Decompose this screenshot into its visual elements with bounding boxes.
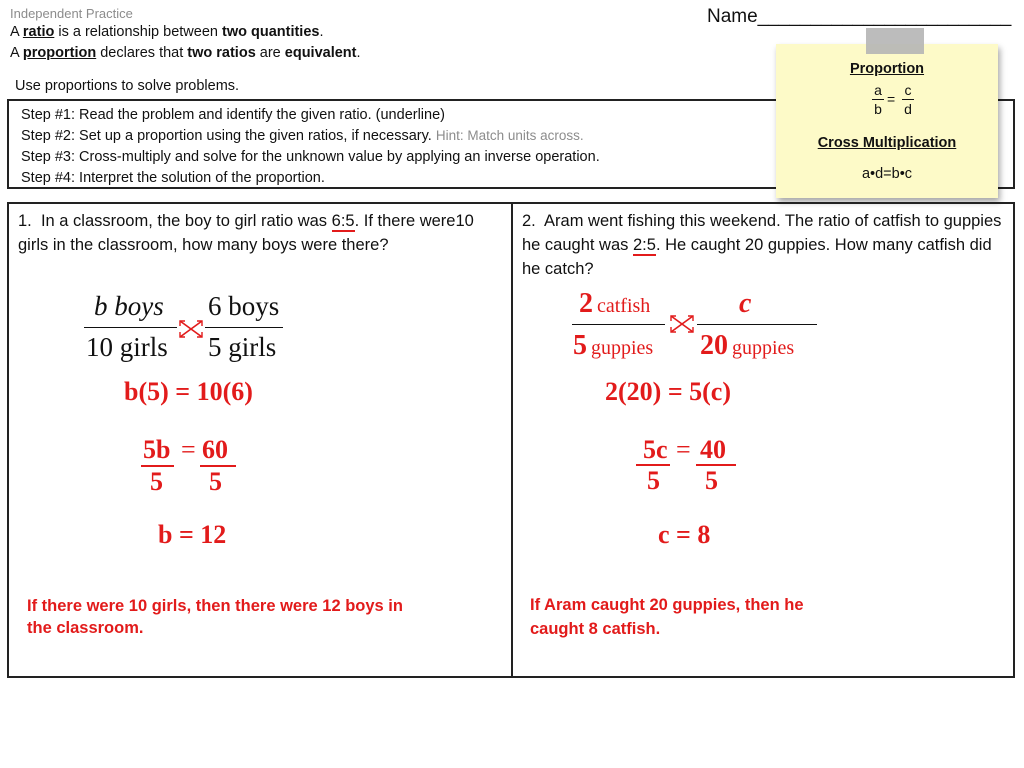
cross-multiply-icon <box>177 318 205 340</box>
p1-eq2-num-left: 5b <box>143 435 171 464</box>
ratio-definition <box>10 24 324 40</box>
instructions: Use proportions to solve problems. <box>15 78 240 94</box>
p1-eq2-den-left: 5 <box>150 467 163 496</box>
denominator: b <box>874 101 882 117</box>
p2-conclusion: If Aram caught 20 guppies, then he caught 8 catfish. <box>530 596 804 638</box>
note-fraction-ab <box>872 82 884 117</box>
text: A <box>10 24 23 40</box>
problem-1-text <box>18 209 508 257</box>
note-title-cross: Cross Multiplication <box>817 135 957 151</box>
problem-2-text <box>522 209 1012 281</box>
p2-eq2-den-right: 5 <box>705 466 718 495</box>
text-bold: two quantities <box>221 24 320 40</box>
column-divider <box>511 202 513 678</box>
text: . <box>319 24 324 40</box>
text: . <box>356 45 361 61</box>
cross-multiply-icon <box>668 313 696 335</box>
worksheet-label: Independent Practice <box>10 6 133 21</box>
p2-answer: c = 8 <box>658 520 711 549</box>
denominator: d <box>904 101 912 117</box>
problem-number: 2. <box>522 212 536 230</box>
text: Aram went fishing this weekend. The ratio of catfish to guppies he caught was <box>522 212 1002 254</box>
sticky-note <box>776 44 998 198</box>
text: . He caught 20 guppies. How many catfish did he catch? <box>522 236 992 278</box>
text: In a classroom, the boy to girl ratio was <box>40 212 332 230</box>
fraction-bar <box>572 324 665 325</box>
text: are <box>255 45 285 61</box>
p2-prop-num-left: 2 catfish <box>579 288 651 319</box>
step-2 <box>21 128 584 144</box>
p2-eq2-num-left: 5c <box>643 435 668 464</box>
proportion-definition <box>10 45 361 61</box>
p2-eq2-equals: = <box>676 435 691 464</box>
cross-multiplication-formula: a•d=b•c <box>861 166 913 182</box>
p1-conclusion: If there were 10 girls, then there were 12 boys in the classroom. <box>27 597 403 637</box>
p1-prop-den-right: 5 girls <box>208 332 277 362</box>
term-proportion: proportion <box>22 45 97 61</box>
fraction-bar <box>205 327 283 328</box>
text: A <box>10 45 23 61</box>
step-3: Step #3: Cross-multiply and solve for the unknown value by applying an inverse operation. <box>21 149 600 165</box>
given-ratio: 6:5 <box>331 212 355 230</box>
note-title-proportion: Proportion <box>849 61 925 77</box>
text-bold: equivalent <box>284 45 357 61</box>
p1-eq2-equals: = <box>181 435 196 464</box>
p1-equation-1: b(5) = 10(6) <box>124 377 253 406</box>
p2-prop-den-left: 5 guppies <box>573 330 654 361</box>
p2-eq2-num-right: 40 <box>700 435 726 464</box>
text-bold: two ratios <box>187 45 256 61</box>
problem-number: 1. <box>18 212 32 230</box>
name-field[interactable]: Name________________________ <box>707 6 1012 27</box>
term-ratio: ratio <box>22 24 55 40</box>
p1-eq2-den-right: 5 <box>209 467 222 496</box>
fraction-bar <box>84 327 177 328</box>
p2-prop-den-right: 20 guppies <box>700 330 795 361</box>
note-fraction-cd <box>902 82 914 117</box>
p2-eq2-den-left: 5 <box>647 466 660 495</box>
given-ratio: 2:5 <box>633 236 656 254</box>
text: is a relationship between <box>54 24 222 40</box>
p2-prop-num-right: c <box>739 288 752 319</box>
p1-prop-den-left: 10 girls <box>86 332 168 362</box>
p2-equation-1: 2(20) = 5(c) <box>605 377 731 406</box>
hint: Hint: Match units across. <box>435 128 584 143</box>
p1-answer: b = 12 <box>158 520 227 549</box>
text: . If there were10 girls in the classroom, how many boys were there? <box>18 212 474 254</box>
note-equals: = <box>887 91 896 107</box>
p1-prop-num-left: b boys <box>94 291 164 321</box>
text: declares that <box>96 45 188 61</box>
step-1: Step #1: Read the problem and identify the given ratio. (underline) <box>21 107 445 123</box>
numerator: c <box>904 82 912 98</box>
step-2-text: Step #2: Set up a proportion using the given ratios, if necessary. <box>21 128 432 144</box>
tape <box>866 28 924 54</box>
p1-prop-num-right: 6 boys <box>208 291 280 321</box>
p1-eq2-num-right: 60 <box>202 435 228 464</box>
fraction-bar <box>697 324 817 325</box>
numerator: a <box>874 82 882 98</box>
step-4: Step #4: Interpret the solution of the proportion. <box>21 170 325 186</box>
